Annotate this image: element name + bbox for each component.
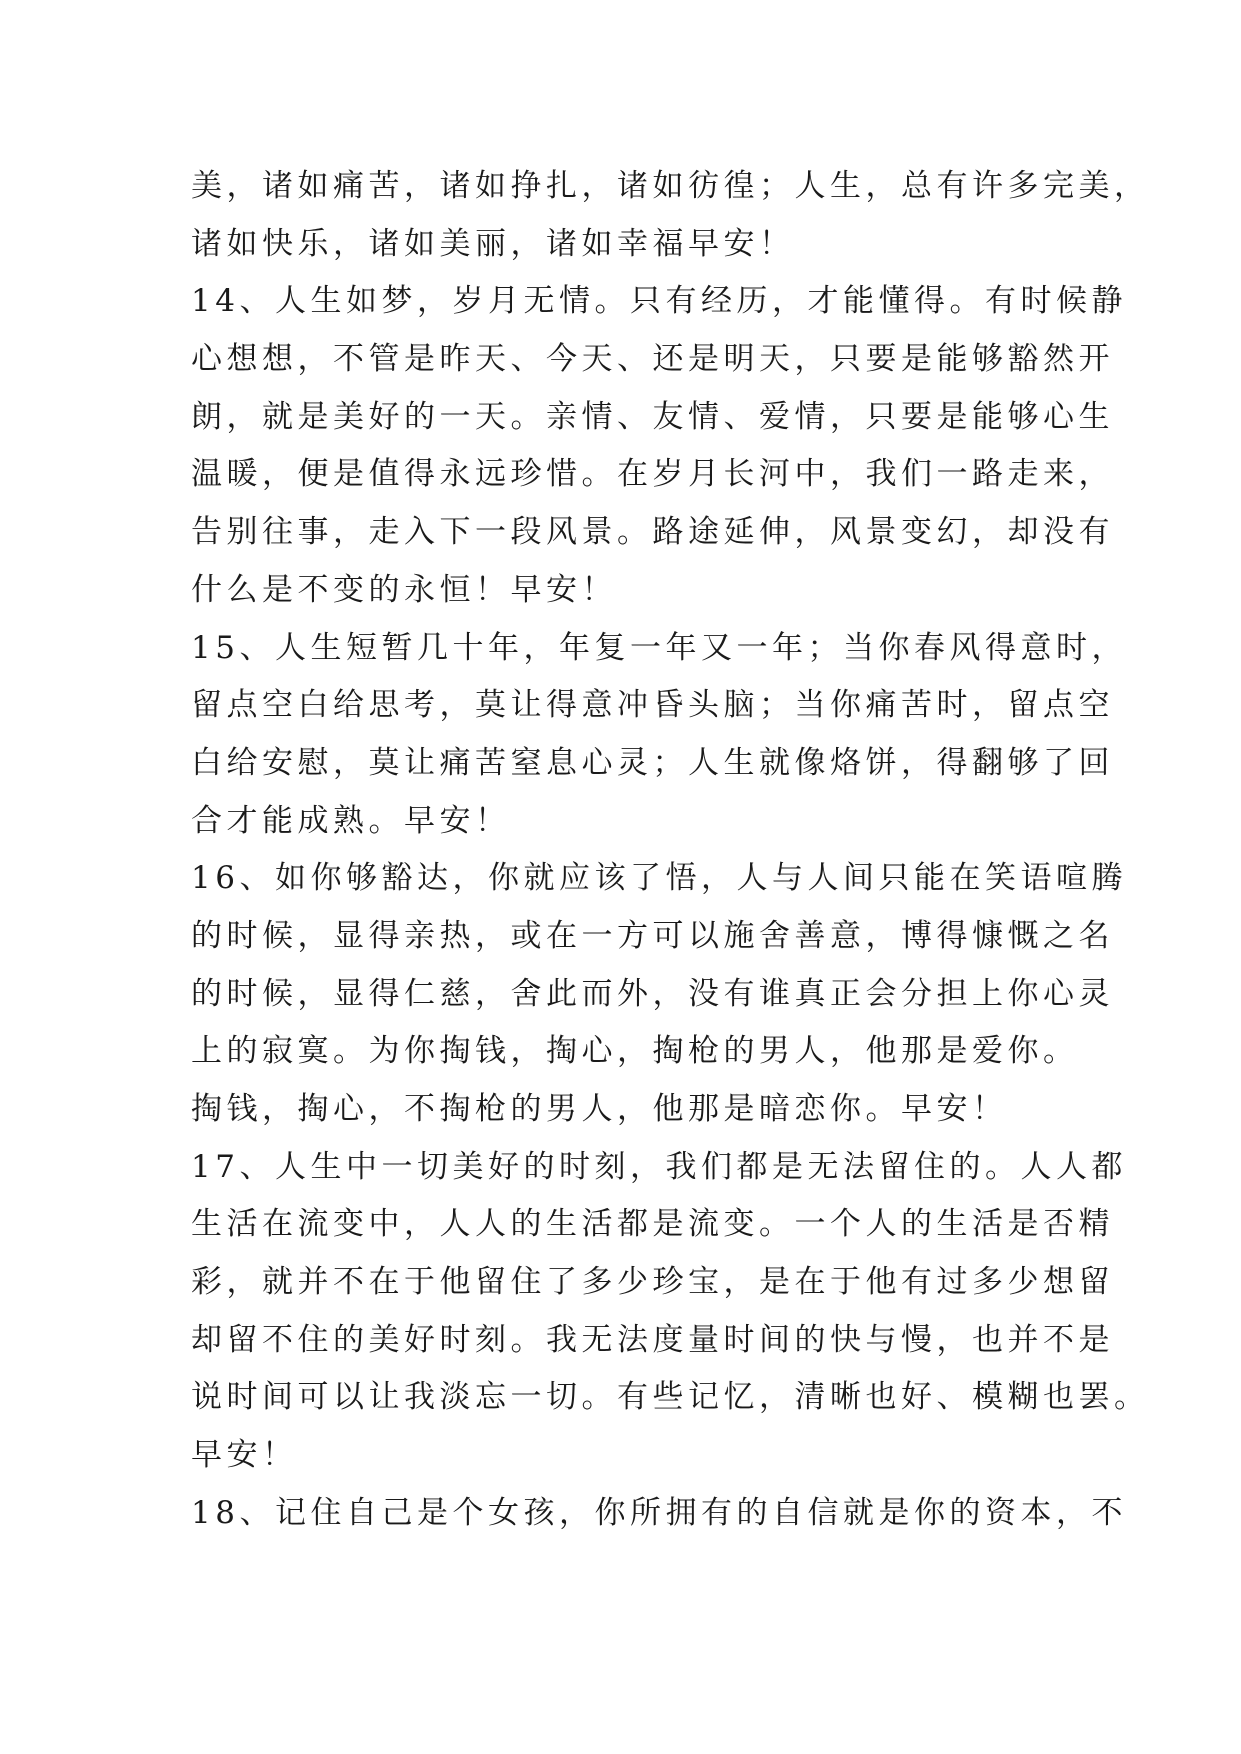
text-line: 留点空白给思考，莫让得意冲昏头脑；当你痛苦时，留点空 [191, 687, 1114, 724]
text-line: 18、记住自己是个女孩，你所拥有的自信就是你的资本，不 [191, 1494, 1127, 1531]
text-line: 生活在流变中，人人的生活都是流变。一个人的生活是否精 [191, 1206, 1114, 1243]
text-line: 15、人生短暂几十年，年复一年又一年；当你春风得意时， [191, 629, 1127, 666]
text-line: 告别往事，走入下一段风景。路途延伸，风景变幻，却没有 [191, 514, 1114, 551]
text-line: 朗，就是美好的一天。亲情、友情、爱情，只要是能够心生 [191, 398, 1114, 435]
text-line: 说时间可以让我淡忘一切。有些记忆，清晰也好、模糊也罢。 [191, 1379, 1150, 1416]
text-line: 早安！ [191, 1437, 298, 1474]
text-line: 的时候，显得仁慈，舍此而外，没有谁真正会分担上你心灵 [191, 975, 1114, 1012]
text-line: 的时候，显得亲热，或在一方可以施舍善意，博得慷慨之名 [191, 917, 1114, 954]
text-line: 合才能成熟。早安！ [191, 802, 511, 839]
text-line: 14、人生如梦，岁月无情。只有经历，才能懂得。有时候静 [191, 283, 1127, 320]
text-line: 17、人生中一切美好的时刻，我们都是无法留住的。人人都 [191, 1148, 1127, 1185]
text-line: 什么是不变的永恒！早安！ [191, 571, 617, 608]
text-line: 白给安慰，莫让痛苦窒息心灵；人生就像烙饼，得翻够了回 [191, 744, 1114, 781]
text-line: 上的寂寞。为你掏钱，掏心，掏枪的男人，他那是爱你。 [191, 1033, 1079, 1070]
text-line: 美，诸如痛苦，诸如挣扎，诸如彷徨；人生，总有许多完美， [191, 168, 1150, 204]
text-line: 16、如你够豁达，你就应该了悟，人与人间只能在笑语喧腾 [191, 860, 1127, 897]
text-line: 彩，就并不在于他留住了多少珍宝，是在于他有过多少想留 [191, 1264, 1114, 1301]
text-line: 温暖，便是值得永远珍惜。在岁月长河中，我们一路走来， [191, 456, 1114, 493]
text-line: 掏钱，掏心，不掏枪的男人，他那是暗恋你。早安！ [191, 1091, 1008, 1127]
text-line: 诸如快乐，诸如美丽，诸如幸福早安！ [191, 225, 795, 262]
text-line: 却留不住的美好时刻。我无法度量时间的快与慢，也并不是 [191, 1321, 1114, 1358]
body-text [191, 158, 1150, 1543]
text-line: 心想想，不管是昨天、今天、还是明天，只要是能够豁然开 [191, 341, 1114, 378]
